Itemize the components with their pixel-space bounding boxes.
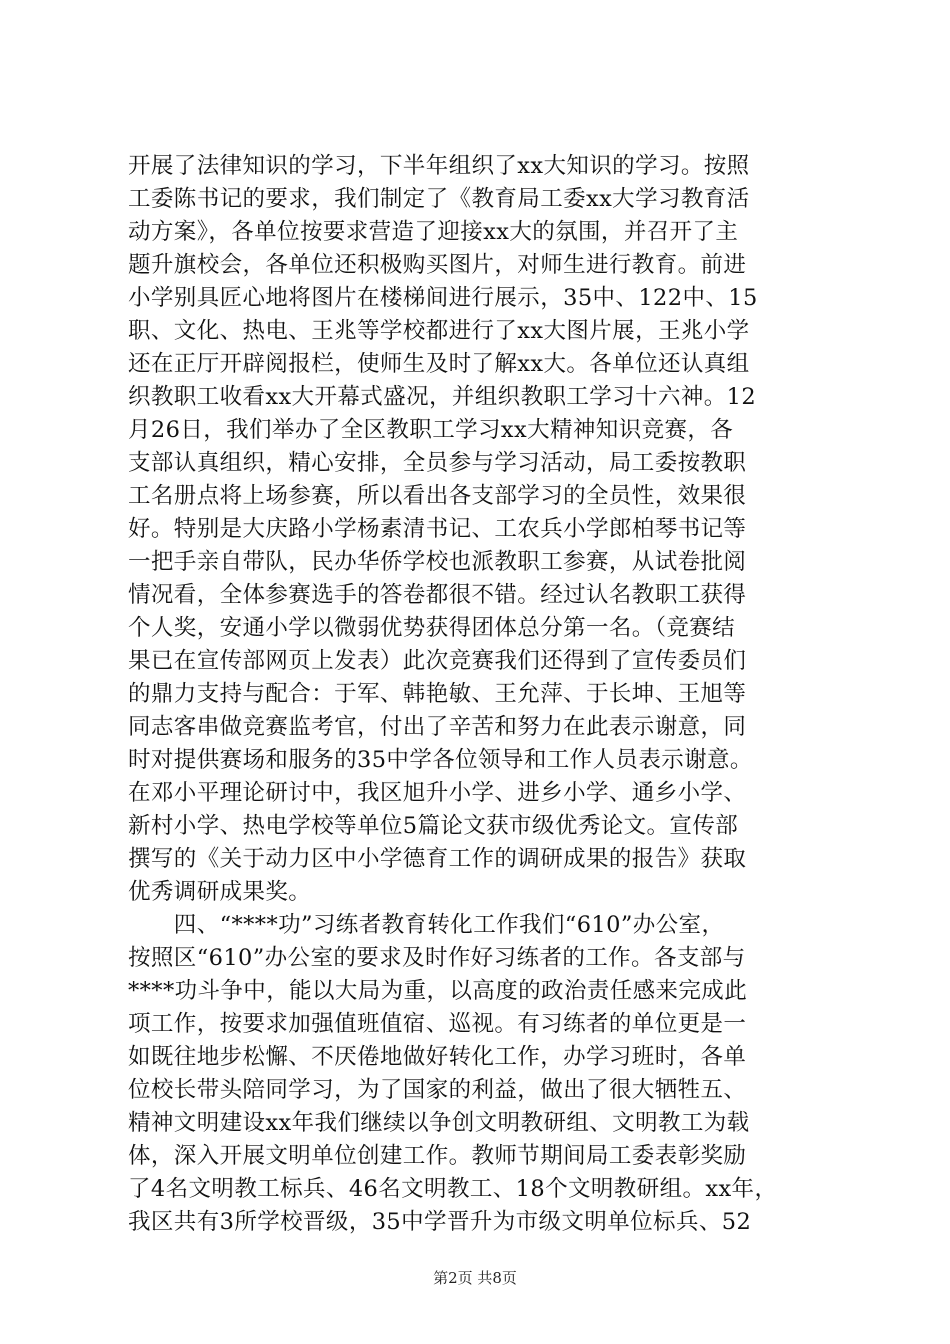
- text-line: 时对提供赛场和服务的35中学各位领导和工作人员表示谢意。: [128, 747, 753, 773]
- text-line: 如既往地步松懈、不厌倦地做好转化工作，办学习班时，各单: [128, 1044, 747, 1070]
- text-line: 撰写的《关于动力区中小学德育工作的调研成果的报告》获取: [128, 846, 747, 872]
- text-line: 开展了法律知识的学习，下半年组织了xx大知识的学习。按照: [128, 153, 750, 179]
- text-line: 动方案》，各单位按要求营造了迎接xx大的氛围，并召开了主: [128, 219, 739, 245]
- text-line: 还在正厅开辟阅报栏，使师生及时了解xx大。各单位还认真组: [128, 351, 750, 377]
- text-line: 情况看，全体参赛选手的答卷都很不错。经过认名教职工获得: [128, 582, 747, 608]
- text-line: 好。特别是大庆路小学杨素清书记、工农兵小学郎柏琴书记等: [128, 516, 747, 542]
- page-footer: 第2页 共8页: [433, 1269, 517, 1287]
- text-line: 个人奖，安通小学以微弱优势获得团体总分第一名。（竞赛结: [128, 615, 736, 641]
- text-line: 一把手亲自带队，民办华侨学校也派教职工参赛，从试卷批阅: [128, 549, 747, 575]
- text-line: 在邓小平理论研讨中，我区旭升小学、进乡小学、通乡小学、: [128, 780, 747, 806]
- text-line: 题升旗校会，各单位还积极购买图片，对师生进行教育。前进: [128, 252, 747, 278]
- text-line: 月26日，我们举办了全区教职工学习xx大精神知识竞赛，各: [128, 417, 734, 443]
- text-line: ****功斗争中，能以大局为重，以高度的政治责任感来完成此: [128, 978, 748, 1004]
- body-text: [128, 150, 838, 1239]
- text-line: 我区共有3所学校晋级，35中学晋升为市级文明单位标兵、52: [128, 1209, 752, 1235]
- text-line: 按照区“610”办公室的要求及时作好习练者的工作。各支部与: [128, 945, 746, 971]
- text-line: 精神文明建设xx年我们继续以争创文明教研组、文明教工为载: [128, 1110, 750, 1136]
- text-line: 果已在宣传部网页上发表）此次竞赛我们还得到了宣传委员们: [128, 648, 747, 674]
- text-line: 新村小学、热电学校等单位5篇论文获市级优秀论文。宣传部: [128, 813, 739, 839]
- text-line: 职、文化、热电、王兆等学校都进行了xx大图片展，王兆小学: [128, 318, 750, 344]
- text-line: 优秀调研成果奖。: [128, 879, 312, 905]
- text-line: 工委陈书记的要求，我们制定了《教育局工委xx大学习教育活: [128, 186, 750, 212]
- text-line: 项工作，按要求加强值班值宿、巡视。有习练者的单位更是一: [128, 1011, 747, 1037]
- text-line: 了4名文明教工标兵、46名文明教工、18个文明教研组。xx年，: [128, 1176, 778, 1202]
- text-line: 位校长带头陪同学习，为了国家的利益，做出了很大牺牲五、: [128, 1077, 747, 1103]
- text-line: 四、“****功”习练者教育转化工作我们“610”办公室，: [128, 912, 725, 938]
- text-line: 织教职工收看xx大开幕式盛况，并组织教职工学习十六神。12: [128, 384, 757, 410]
- text-line: 支部认真组织，精心安排，全员参与学习活动，局工委按教职: [128, 450, 747, 476]
- text-line: 体，深入开展文明单位创建工作。教师节期间局工委表彰奖励: [128, 1143, 747, 1169]
- text-line: 的鼎力支持与配合：于军、韩艳敏、王允萍、于长坤、王旭等: [128, 681, 747, 707]
- text-line: 小学别具匠心地将图片在楼梯间进行展示，35中、122中、15: [128, 285, 758, 311]
- text-line: 同志客串做竞赛监考官，付出了辛苦和努力在此表示谢意，同: [128, 714, 747, 740]
- text-line: 工名册点将上场参赛，所以看出各支部学习的全员性，效果很: [128, 483, 747, 509]
